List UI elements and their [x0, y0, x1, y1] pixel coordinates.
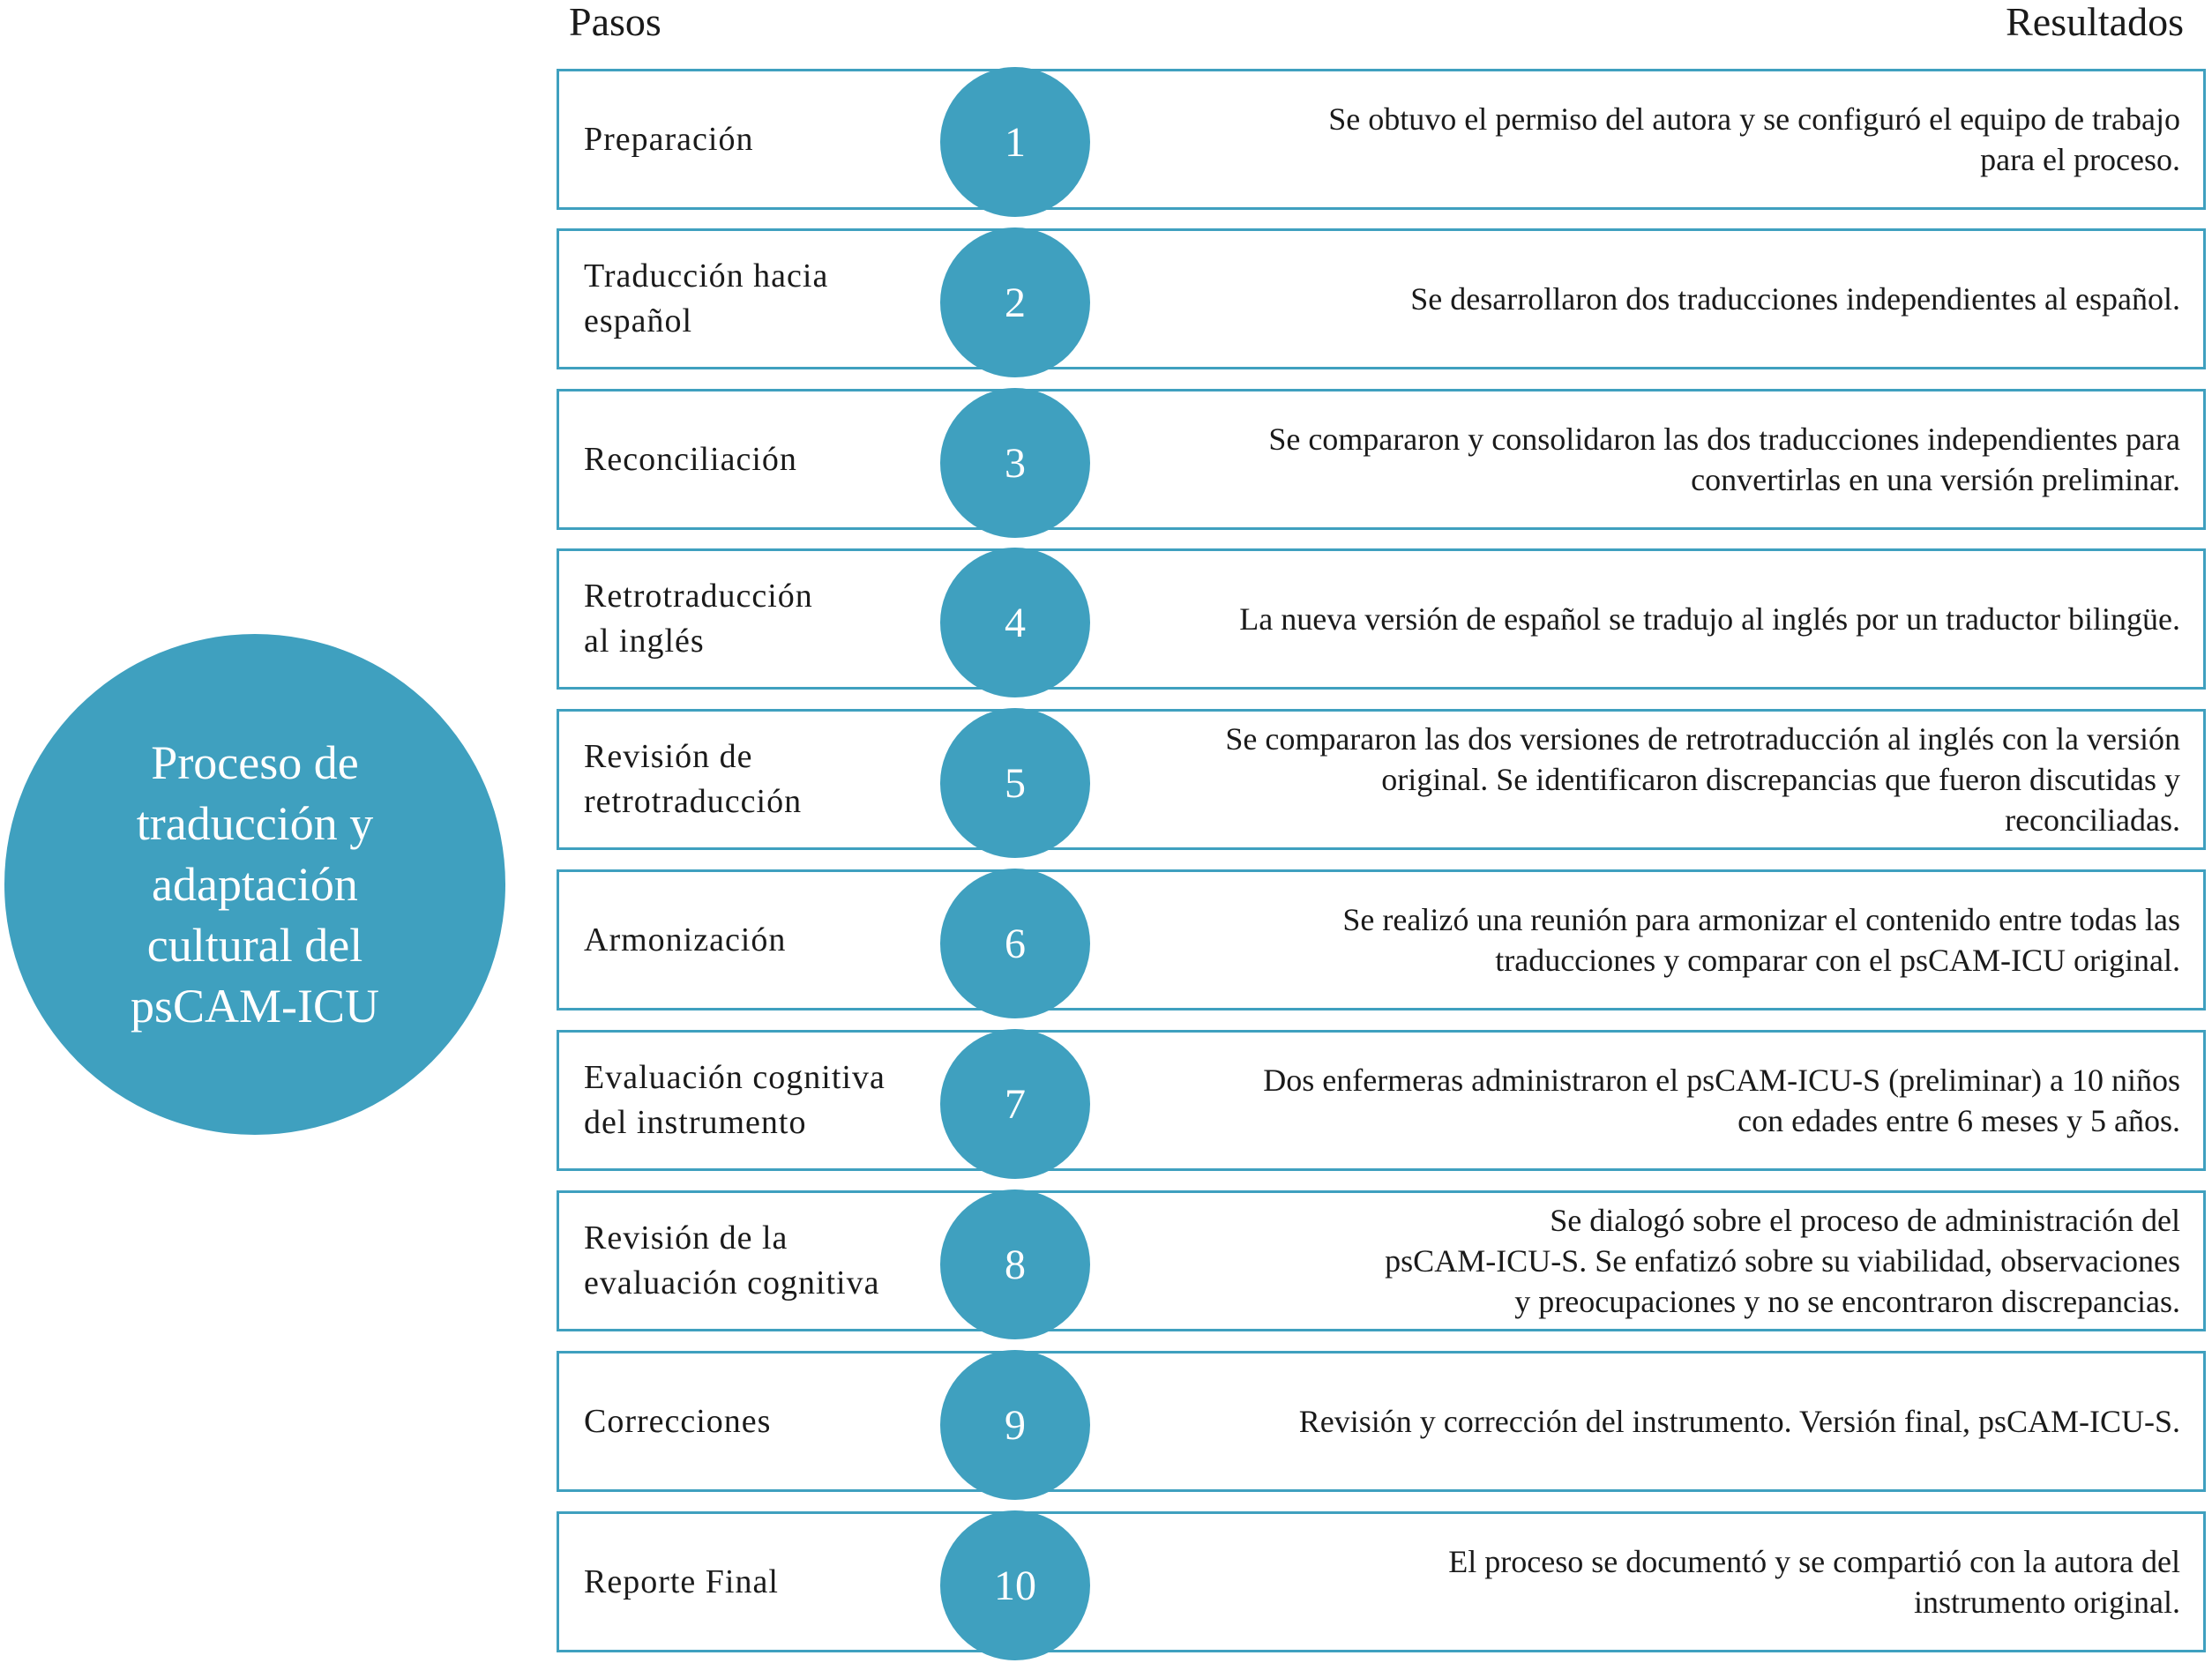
- step-number-circle-1: 1: [940, 67, 1090, 217]
- step-label: Evaluación cognitiva del instrumento: [584, 1059, 886, 1141]
- step-label: Reporte Final: [584, 1562, 779, 1600]
- step-row-7: [557, 1030, 2206, 1171]
- step-row-10: [557, 1511, 2206, 1652]
- step-result: La nueva versión de español se tradujo al inglés por un traductor bilingüe.: [1239, 601, 2180, 637]
- process-title: Proceso de traducción y adaptación cultural del psCAM-ICU: [130, 735, 380, 1033]
- step-label: Armonización: [584, 921, 787, 958]
- steps-column-header: Pasos: [569, 0, 661, 44]
- step-result: El proceso se documentó y se compartió con la autora del instrumento original.: [1448, 1544, 2180, 1620]
- step-label: Retrotraducción al inglés: [584, 578, 813, 660]
- step-label: Reconciliación: [584, 440, 797, 478]
- step-result: Se realizó una reunión para armonizar el contenido entre todas las traducciones y comparar con el psCAM-ICU original.: [1342, 902, 2180, 978]
- step-label: Revisión de retrotraducción: [584, 738, 803, 820]
- step-label: Revisión de la evaluación cognitiva: [584, 1219, 880, 1301]
- step-number-circle-4: 4: [940, 548, 1090, 697]
- step-result: Se obtuvo el permiso del autora y se configuró el equipo de trabajo para el proceso.: [1328, 101, 2180, 177]
- step-row-5: [557, 709, 2206, 850]
- step-label: Traducción hacia español: [584, 257, 829, 339]
- step-result: Se compararon las dos versiones de retrotraducción al inglés con la versión original. Se identificaron discrepancias que fueron discutidas y reconciliadas.: [1225, 721, 2180, 838]
- step-row-8: [557, 1190, 2206, 1331]
- results-column-header: Resultados: [2006, 0, 2184, 44]
- step-row-3: [557, 389, 2206, 530]
- step-result: Dos enfermeras administraron el psCAM-ICU-S (preliminar) a 10 niños con edades entre 6 meses y 5 años.: [1263, 1063, 2180, 1138]
- step-row-6: [557, 869, 2206, 1010]
- step-row-1: [557, 69, 2206, 210]
- step-result: Revisión y corrección del instrumento. Versión final, psCAM-ICU-S.: [1298, 1404, 2180, 1439]
- step-number-circle-5: 5: [940, 708, 1090, 858]
- step-label: Correcciones: [584, 1402, 772, 1440]
- step-result: Se desarrollaron dos traducciones independientes al español.: [1410, 281, 2180, 317]
- step-number-circle-3: 3: [940, 388, 1090, 538]
- step-row-4: [557, 548, 2206, 690]
- step-number-circle-2: 2: [940, 227, 1090, 377]
- step-number-circle-8: 8: [940, 1189, 1090, 1339]
- step-number-circle-7: 7: [940, 1029, 1090, 1179]
- step-row-9: [557, 1351, 2206, 1492]
- step-row-2: [557, 228, 2206, 369]
- step-result: Se compararon y consolidaron las dos traducciones independientes para convertirlas en una versión preliminar.: [1268, 421, 2180, 497]
- step-number-circle-9: 9: [940, 1350, 1090, 1500]
- step-number-circle-6: 6: [940, 869, 1090, 1018]
- step-number-circle-10: 10: [940, 1510, 1090, 1660]
- step-label: Preparación: [584, 120, 754, 158]
- process-title-circle: [4, 634, 505, 1135]
- step-result: Se dialogó sobre el proceso de administración del psCAM-ICU-S. Se enfatizó sobre su viabilidad, observaciones y preocupaciones y no se encontraron discrepancias.: [1385, 1203, 2180, 1319]
